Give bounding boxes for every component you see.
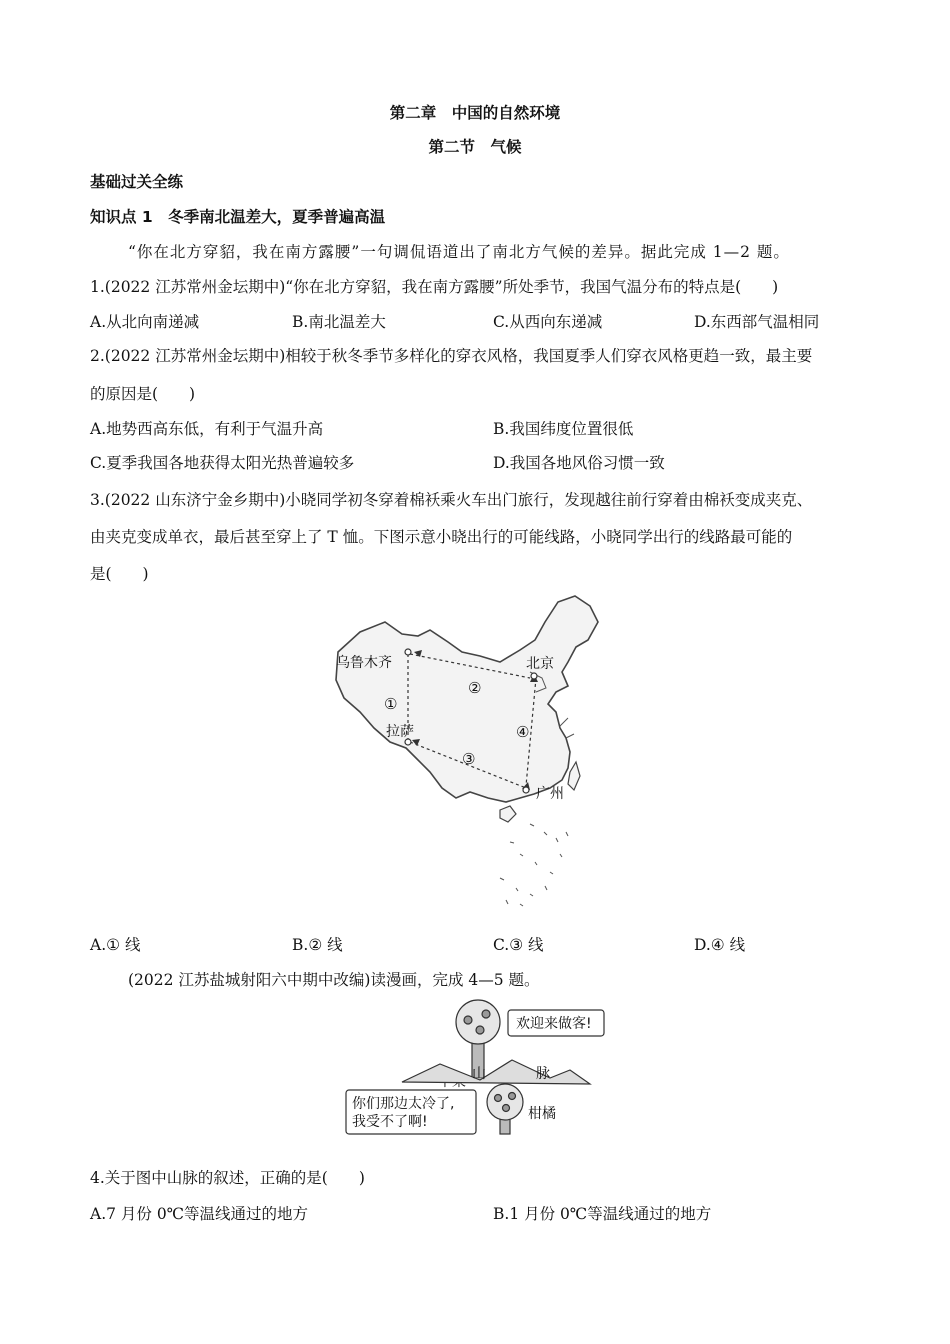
mountain-range [402, 1060, 590, 1084]
question-2-option-c: C.夏季我国各地获得太阳光热普遍较多 [90, 454, 355, 472]
question-3-stem-line-1: 3.(2022 山东济宁金乡期中)小晓同学初冬穿着棉袄乘火车出门旅行，发现越往前行穿着由棉袄变成夹克、 [90, 491, 813, 509]
orange-label: 柑橘 [528, 1106, 556, 1122]
orange-speech-line-2: 我受不了啊! [352, 1114, 428, 1130]
intro-text-1: “你在北方穿貂，我在南方露腰”一句调侃语道出了南北方气候的差异。据此完成 1—2 题。 [128, 243, 790, 261]
question-1-option-a: A.从北向南递减 [90, 313, 200, 331]
china-route-map [330, 592, 620, 922]
city-guangzhou: 广州 [536, 786, 564, 802]
chapter-title: 第二章 中国的自然环境 [389, 104, 561, 122]
question-3-stem-line-3: 是( ) [90, 565, 149, 583]
question-3-option-b: B.② 线 [292, 936, 343, 954]
knowledge-point: 知识点 1 冬季南北温差大，夏季普遍高温 [90, 208, 386, 226]
mountain-label-2: 脉 [536, 1066, 550, 1082]
route-label-4: ④ [516, 723, 530, 741]
china-outline [336, 596, 598, 802]
orange-speech-line-1: 你们那边太冷了, [352, 1096, 455, 1112]
intro-text-2: (2022 江苏盐城射阳六中期中改编)读漫画，完成 4—5 题。 [128, 971, 540, 989]
cartoon-figure [340, 998, 620, 1138]
question-1-option-b: B.南北温差大 [292, 313, 386, 331]
apple-speech: 欢迎来做客! [516, 1016, 592, 1032]
route-label-2: ② [468, 679, 482, 697]
question-4-option-a: A.7 月份 0℃等温线通过的地方 [90, 1205, 309, 1223]
question-2-option-a: A.地势西高东低，有利于气温升高 [90, 420, 324, 438]
question-1-option-d: D.东西部气温相同 [694, 313, 820, 331]
question-2-option-b: B.我国纬度位置很低 [493, 420, 634, 438]
exercise-heading: 基础过关全练 [90, 173, 184, 191]
mountain-label-1: 山 [472, 1066, 486, 1082]
orange-tree [487, 1084, 523, 1134]
question-2-stem-line-2: 的原因是( ) [90, 385, 196, 403]
south-sea-islands [500, 824, 568, 906]
question-4-option-b: B.1 月份 0℃等温线通过的地方 [493, 1205, 712, 1223]
question-1-option-c: C.从西向东递减 [493, 313, 603, 331]
question-3-stem-line-2: 由夹克变成单衣，最后甚至穿上了 T 恤。下图示意小晓出行的可能线路，小晓同学出行的线路最可能的 [90, 528, 793, 546]
question-2-stem-line-1: 2.(2022 江苏常州金坛期中)相较于秋冬季节多样化的穿衣风格，我国夏季人们穿衣风格更趋一致，最主要 [90, 347, 813, 365]
question-4-stem: 4.关于图中山脉的叙述，正确的是( ) [90, 1169, 365, 1187]
hainan-island [500, 806, 516, 822]
question-3-option-a: A.① 线 [90, 936, 141, 954]
section-title: 第二节 气候 [428, 138, 522, 156]
question-3-option-c: C.③ 线 [493, 936, 544, 954]
route-label-3: ③ [462, 750, 476, 768]
question-1-stem: 1.(2022 江苏常州金坛期中)“你在北方穿貂，我在南方露腰”所处季节，我国气温分布的特点是( ) [90, 278, 779, 296]
question-3-option-d: D.④ 线 [694, 936, 746, 954]
city-beijing: 北京 [526, 656, 554, 672]
city-lhasa: 拉萨 [386, 724, 414, 740]
taiwan-island [568, 762, 580, 790]
route-label-1: ① [384, 695, 398, 713]
question-2-option-d: D.我国各地风俗习惯一致 [493, 454, 665, 472]
city-urumqi: 乌鲁木齐 [336, 655, 392, 671]
